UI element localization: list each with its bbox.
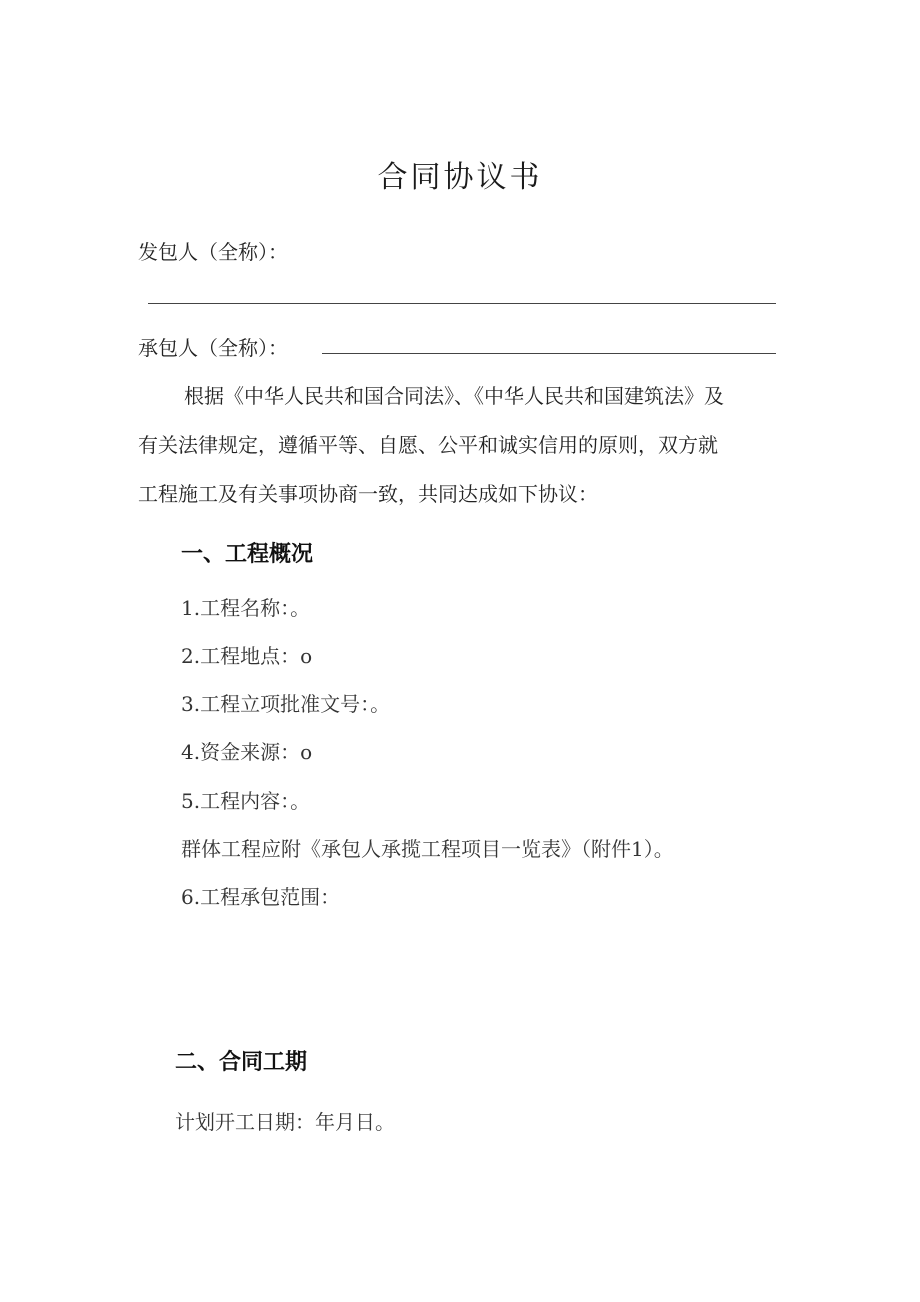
preamble-line-3: 工程施工及有关事项协商一致，共同达成如下协议：: [138, 482, 598, 506]
section-1-item: 6.工程承包范围：: [181, 885, 341, 909]
section-2-heading: 二、合同工期: [175, 1050, 308, 1075]
preamble-line-1: 根据《中华人民共和国合同法》、《中华人民共和国建筑法》及: [184, 384, 724, 408]
section-1-item: 5.工程内容：。: [181, 789, 311, 813]
section-2-item: 计划开工日期：年月日。: [175, 1110, 395, 1134]
section-1-item: 4.资金来源：o: [181, 740, 313, 764]
preamble-line-2: 有关法律规定，遵循平等、自愿、公平和诚实信用的原则，双方就: [138, 433, 718, 457]
section-1-item: 群体工程应附《承包人承揽工程项目一览表》（附件1）。: [181, 837, 674, 861]
section-1-item: 2.工程地点：o: [181, 644, 313, 668]
contractor-name-blank[interactable]: [322, 353, 776, 354]
section-1-item: 1.工程名称：。: [181, 596, 311, 620]
section-1-heading: 一、工程概况: [181, 542, 314, 567]
contractor-label: 承包人（全称）：: [138, 336, 288, 360]
document-title: 合同协议书: [377, 160, 543, 195]
employer-label: 发包人（全称）：: [138, 240, 288, 264]
employer-name-blank[interactable]: [148, 303, 776, 304]
section-1-item: 3.工程立项批准文号：。: [181, 692, 391, 716]
